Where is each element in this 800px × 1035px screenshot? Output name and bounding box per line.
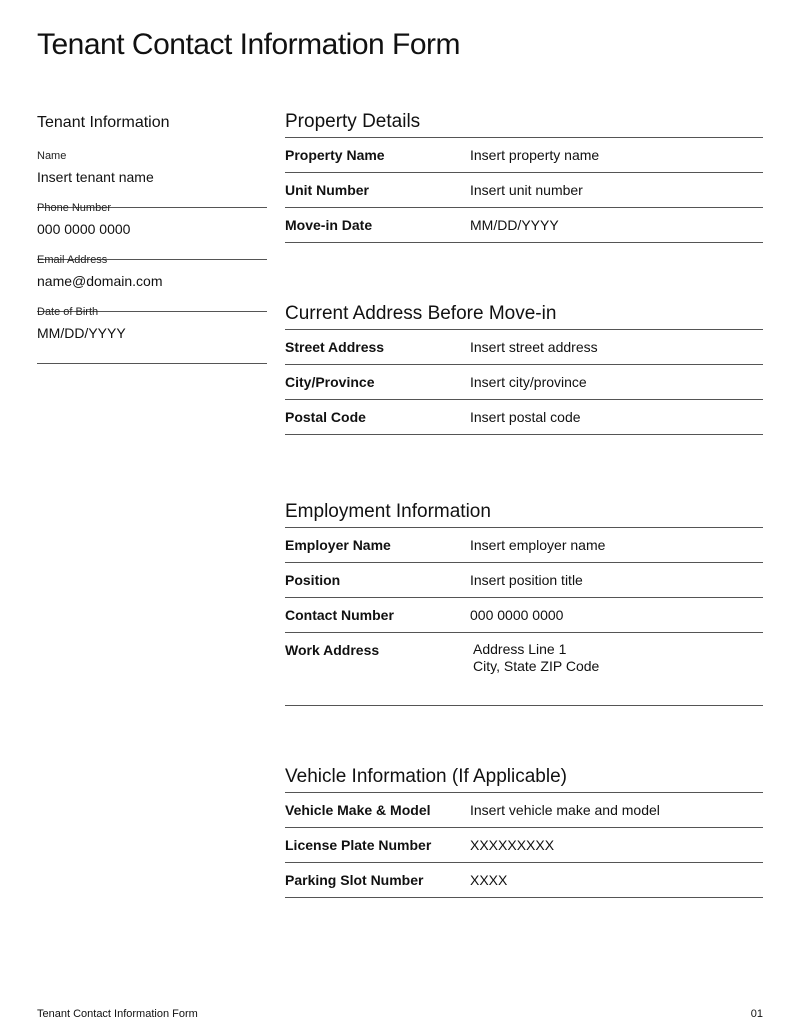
form-row (285, 598, 763, 633)
form-row (285, 793, 763, 828)
row-value[interactable]: Insert position title (470, 572, 583, 588)
field-label: Name (37, 150, 67, 162)
row-value[interactable]: Insert property name (470, 147, 600, 163)
row-label: Position (285, 572, 341, 588)
row-value[interactable]: Insert employer name (470, 537, 606, 553)
row-label: Postal Code (285, 409, 366, 425)
form-section (285, 303, 763, 435)
field-value[interactable]: name@domain.com (37, 273, 163, 289)
field-value[interactable]: 000 0000 0000 (37, 221, 131, 237)
row-label: Unit Number (285, 182, 369, 198)
field-label: Email Address (37, 254, 108, 266)
field-value[interactable]: Insert tenant name (37, 169, 154, 185)
section-title: Employment Information (285, 501, 491, 522)
row-value[interactable]: MM/DD/YYYY (470, 217, 559, 233)
tenant-field[interactable] (37, 306, 267, 364)
form-row (285, 138, 763, 173)
form-row (285, 828, 763, 863)
tenant-field[interactable] (37, 150, 267, 208)
row-label: Property Name (285, 147, 385, 163)
form-row (285, 563, 763, 598)
row-label: City/Province (285, 374, 375, 390)
form-row (285, 863, 763, 898)
form-section (285, 111, 763, 243)
address-line-1: Address Line 1 (473, 641, 567, 657)
form-row (285, 173, 763, 208)
row-value[interactable]: Insert street address (470, 339, 598, 355)
row-label: License Plate Number (285, 837, 432, 853)
address-line-2: City, State ZIP Code (473, 658, 600, 674)
form-row (285, 365, 763, 400)
form-section (285, 766, 763, 898)
row-value[interactable]: Insert unit number (470, 182, 583, 198)
row-value[interactable]: XXXXXXXXX (470, 837, 555, 853)
row-value[interactable]: Insert postal code (470, 409, 581, 425)
row-value[interactable]: 000 0000 0000 (470, 607, 564, 623)
footer-title: Tenant Contact Information Form (37, 1008, 198, 1020)
tenant-info-heading: Tenant Information (37, 114, 170, 131)
row-value[interactable] (473, 641, 599, 675)
form-row (285, 208, 763, 243)
form-row (285, 330, 763, 365)
form-row (285, 528, 763, 563)
row-label: Parking Slot Number (285, 872, 424, 888)
page-number: 01 (750, 1008, 763, 1020)
field-value[interactable]: MM/DD/YYYY (37, 325, 126, 341)
row-label: Move-in Date (285, 217, 373, 233)
field-label: Phone Number (37, 202, 111, 214)
form-section (285, 501, 763, 706)
row-label: Employer Name (285, 537, 391, 553)
section-title: Current Address Before Move-in (285, 303, 557, 324)
row-label: Contact Number (285, 607, 394, 623)
row-value[interactable]: XXXX (470, 872, 508, 888)
field-label: Date of Birth (37, 306, 99, 318)
tenant-field[interactable] (37, 202, 267, 260)
row-label: Vehicle Make & Model (285, 802, 431, 818)
row-label: Street Address (285, 339, 385, 355)
form-row (285, 400, 763, 435)
tenant-field[interactable] (37, 254, 267, 312)
section-title: Vehicle Information (If Applicable) (285, 766, 567, 787)
row-label: Work Address (285, 642, 380, 658)
row-value[interactable]: Insert vehicle make and model (470, 802, 660, 818)
form-title: Tenant Contact Information Form (37, 28, 461, 61)
form-row (285, 633, 763, 706)
row-value[interactable]: Insert city/province (470, 374, 587, 390)
section-title: Property Details (285, 111, 421, 132)
